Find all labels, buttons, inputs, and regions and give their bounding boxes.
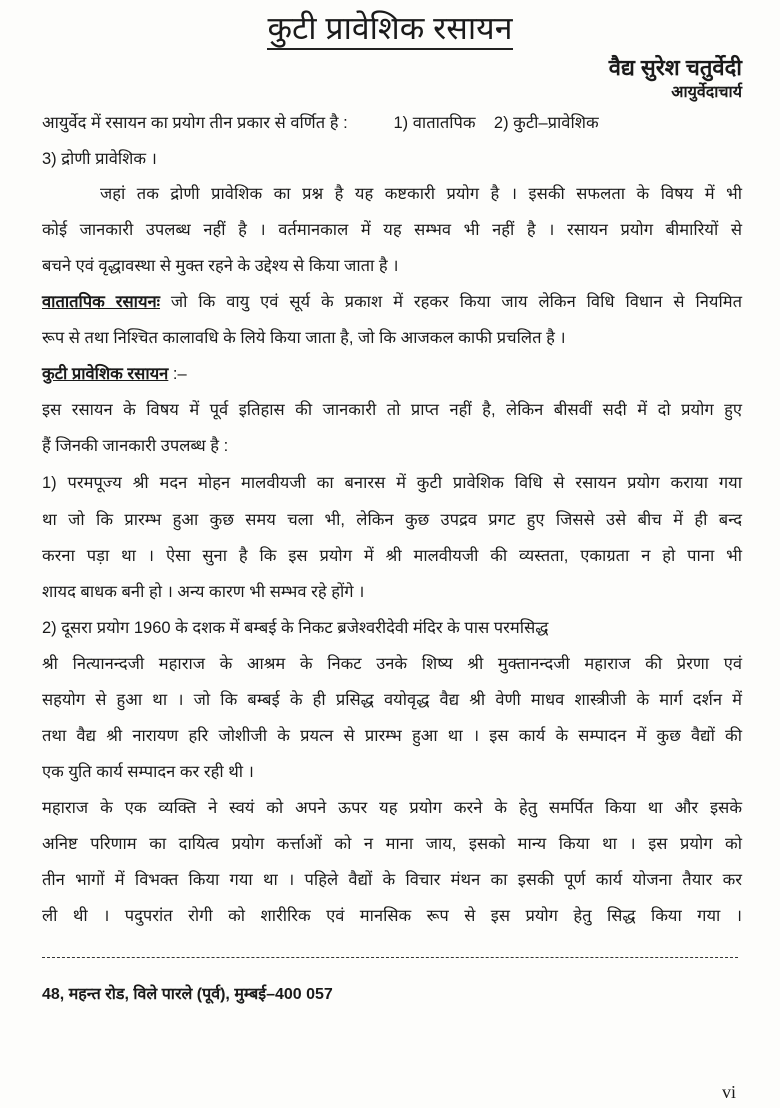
line-text: इस रसायन के विषय में पूर्व इतिहास की जानकारी तो प्राप्त नहीं है, लेकिन बीसवीं सदी में दो प्रयोग हुए — [42, 401, 742, 419]
line-text: कोई जानकारी उपलब्ध नहीं है । वर्तमानकाल में यह सम्भव भी नहीं है । रसायन प्रयोग बीमारियों से — [42, 221, 742, 239]
line-text: अनिष्ट परिणाम का दायित्व प्रयोग कर्त्ताओं को न माना जाय, इसको मान्य किया था । इस प्रयोग को — [42, 835, 742, 853]
address: 48, महन्त रोड, विले पारले (पूर्व), मुम्बई–400 057 — [42, 986, 333, 1003]
section-heading: वातातपिक रसायनः — [42, 293, 161, 311]
line-text: श्री नित्यानन्दजी महाराज के आश्रम के निकट उनके शिष्य श्री मुक्तानन्दजी महाराज की प्रेरणा एवं — [42, 655, 742, 673]
section-heading: कुटी प्रावेशिक रसायन — [42, 365, 169, 383]
text-line — [42, 361, 742, 384]
text-line — [42, 543, 742, 566]
text-line — [42, 759, 742, 782]
author-name: वैद्य सुरेश चतुर्वेदी — [608, 55, 742, 80]
line-text: बचने एवं वृद्धावस्था से मुक्त रहने के उद्देश्य से किया जाता है । — [42, 257, 399, 275]
text-line — [42, 217, 742, 240]
text-line — [42, 433, 742, 456]
text-line — [42, 507, 742, 530]
line-text: ली थी । पदुपरांत रोगी को शारीरिक एवं मानसिक रूप से इस प्रयोग हेतु सिद्ध किया गया । — [42, 907, 742, 925]
page-number: vi — [721, 1082, 736, 1102]
text-line — [42, 867, 742, 890]
page-title — [0, 6, 780, 49]
line-text: हैं जिनकी जानकारी उपलब्ध है : — [42, 437, 229, 455]
text-line — [42, 723, 742, 746]
text-line — [100, 181, 742, 204]
line-text: शायद बाधक बनी हो । अन्य कारण भी सम्भव रहे होंगे । — [42, 583, 365, 601]
line-text: जहां तक द्रोणी प्रावेशिक का प्रश्न है यह कष्टकारी प्रयोग है । इसकी सफलता के विषय में भी — [100, 185, 742, 203]
text-line — [42, 146, 742, 169]
line-text: आयुर्वेद में रसायन का प्रयोग तीन प्रकार से वर्णित है : 1) वातातपिक 2) कुटी–प्रावेशिक — [42, 114, 599, 132]
line-text: तथा वैद्य श्री नारायण हरि जोशीजी के प्रयत्न से प्रारम्भ हुआ था । इस कार्य के सम्पादन में कुछ वैद्यों की — [42, 727, 742, 745]
text-line — [42, 687, 742, 710]
line-text: तीन भागों में विभक्त किया गया था । पहिले वैद्यों के विचार मंथन का इसकी पूर्ण कार्य योजना तैयार कर — [42, 871, 742, 889]
line-text: रूप से तथा निश्चित कालावधि के लिये किया जाता है, जो कि आजकल काफी प्रचलित है । — [42, 329, 566, 347]
text-line — [42, 397, 742, 420]
line-text: करना पड़ा था । ऐसा सुना है कि इस प्रयोग में श्री मालवीयजी की व्यस्तता, एकाग्रता न हो पाना भी — [42, 547, 742, 565]
text-line — [42, 651, 742, 674]
text-line — [42, 615, 742, 638]
text-line — [42, 325, 742, 348]
text-line — [42, 795, 742, 818]
line-text: 2) दूसरा प्रयोग 1960 के दशक में बम्बई के निकट ब्रजेश्वरीदेवी मंदिर के पास परमसिद्ध — [42, 619, 549, 637]
line-text: जो कि वायु एवं सूर्य के प्रकाश में रहकर किया जाय लेकिन विधि विधान से नियमित — [160, 293, 743, 311]
line-text: :– — [168, 365, 187, 383]
line-text: एक युति कार्य सम्पादन कर रही थी । — [42, 763, 254, 781]
line-text: था जो कि प्रारम्भ हुआ कुछ समय चला भी, लेकिन कुछ उपद्रव प्रगट हुए जिससे उसे बीच में ही बन्द — [42, 511, 742, 529]
text-line — [42, 289, 742, 312]
line-text: सहयोग से हुआ था । जो कि बम्बई के ही प्रसिद्ध वयोवृद्ध वैद्य श्री वेणी माधव शास्त्रीजी के मार्ग दर्शन में — [42, 691, 742, 709]
text-line — [42, 903, 742, 926]
line-text: 1) परमपूज्य श्री मदन मोहन मालवीयजी का बनारस में कुटी प्रावेशिक विधि से रसायन प्रयोग कराया गया — [42, 474, 742, 492]
line-text: 3) द्रोणी प्रावेशिक । — [42, 150, 157, 168]
line-text: महाराज के एक व्यक्ति ने स्वयं को अपने ऊपर यह प्रयोग करने के हेतु समर्पित किया था और इसके — [42, 799, 742, 817]
divider — [42, 957, 738, 958]
text-line — [42, 470, 742, 493]
title-text: कुटी प्रावेशिक रसायन — [267, 10, 512, 50]
author-degree: आयुर्वेदाचार्य — [671, 84, 742, 101]
text-line — [42, 579, 742, 602]
text-line — [42, 831, 742, 854]
text-line — [42, 110, 742, 133]
text-line — [42, 253, 742, 276]
